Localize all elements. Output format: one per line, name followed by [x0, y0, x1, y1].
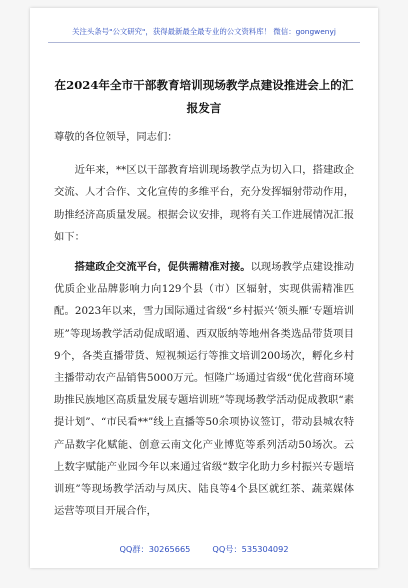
paragraph-intro: 近年来，**区以干部教育培训现场教学点为切入口，搭建政企交流、人才合作、文化宣传的多维平台，充分发挥辐射带动作用，助推经济高质量发展。根据会议安排，现将有关工作进展情况汇报如下： [54, 164, 354, 243]
document-title: 在2024年全市干部教育培训现场教学点建设推进会上的汇报发言 [54, 78, 354, 115]
document-page [30, 8, 378, 568]
salutation: 尊敬的各位领导，同志们： [54, 131, 178, 143]
footer-qq-group: QQ群：30265665 [119, 544, 191, 554]
document-body [54, 126, 354, 522]
footer-qq-number: QQ号：535304092 [212, 544, 289, 554]
section-1-body: 以现场教学点建设推动优质企业品牌影响力向129个县（市）区辐射，实现供需精准匹配。2023年以来，雪力国际通过省级“乡村振兴‘领头雁’专题培训班”等现场教学活动促成昭通、西双版纳等地州各类选品带货项目9个，各类直播带货、短视频运行等推文培训200场次，孵化乡村主播带动农产品销售5000万元。恒隆广场通过省级“优化营商环境助推民族地区高质量发展专题培训班”等现场教学活动促成教职“素提计划”、“市民看**”线上直播等50余项协议签订，带动县城农特产品数字化赋能、创意云南文化产业博览等系列活动50场次。云上数字赋能产业园今年以来通过省级“数字化助力乡村振兴专题培训班”等现场教学活动与凤庆、陆良等4个县区就红茶、蔬菜媒体运营等项目开展合作， [54, 261, 355, 518]
section-1-heading: 搭建政企交流平台，促供需精准对接。 [74, 261, 251, 274]
header-divider [48, 42, 360, 43]
footer [30, 544, 378, 555]
paragraph-section-1 [54, 256, 354, 522]
header-banner: 关注头条号"公文研究"，获得最新最全最专业的公文资料库！ 微信：gongwenyj [72, 27, 336, 36]
